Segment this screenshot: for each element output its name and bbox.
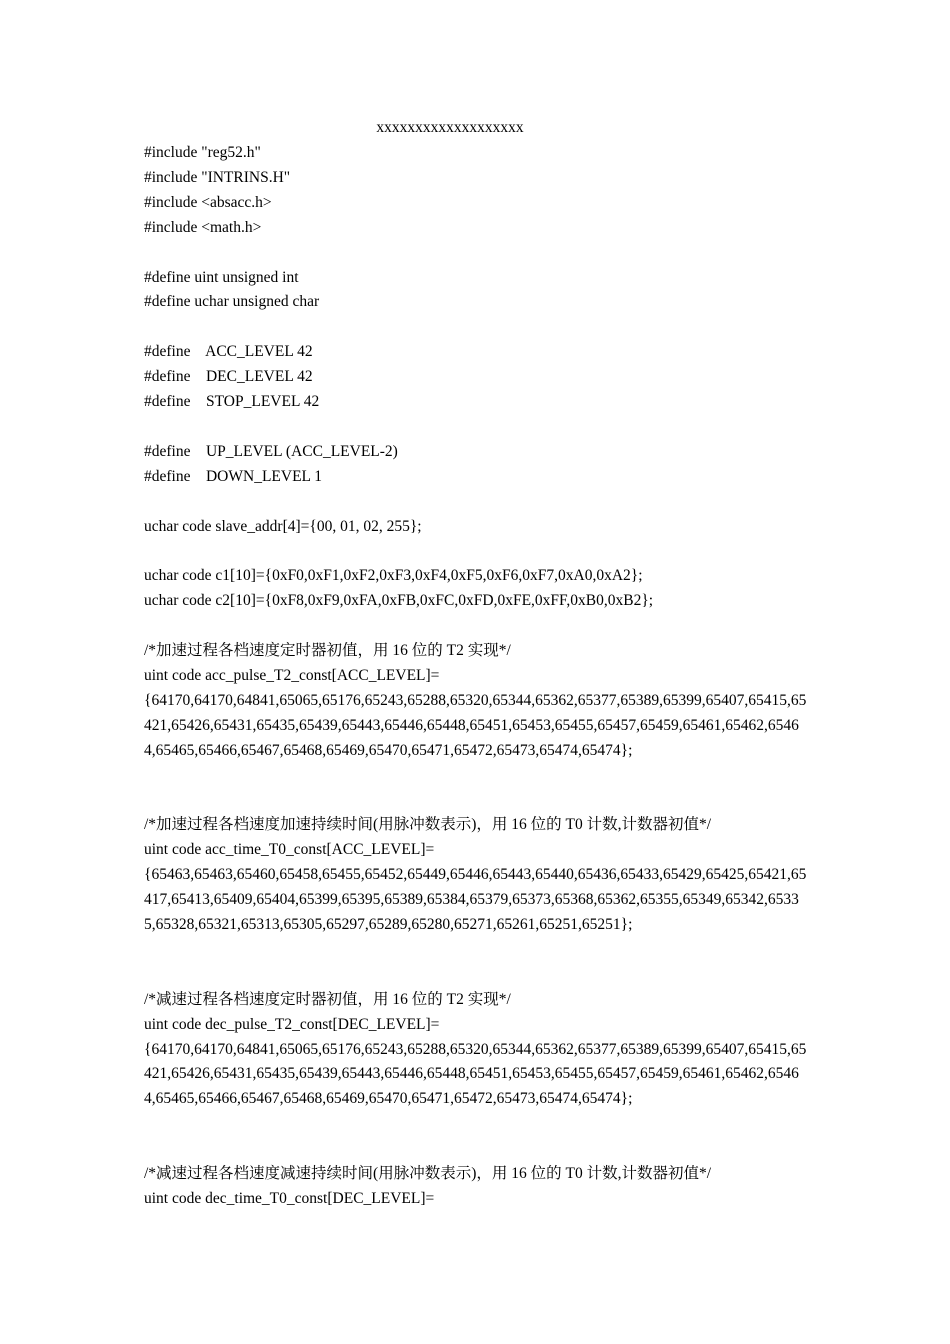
dec-pulse-declaration: uint code dec_pulse_T2_const[DEC_LEVEL]=	[144, 1015, 440, 1033]
blank-line	[144, 614, 812, 639]
acc-pulse-values: {64170,64170,64841,65065,65176,65243,65288,65320,65344,65362,65377,65389,65399,65407,65415,65421,65426,65431,65435,65439,65443,65446,65448,65451,65453,65455,65457,65459,65461,65462,65464,65465,65466,65467,65468,65469,65470,65471,65472,65473,65474,65474};	[144, 691, 807, 759]
define-line: #define DEC_LEVEL 42	[144, 368, 313, 386]
blank-line	[144, 315, 812, 340]
blank-line	[144, 415, 812, 440]
blank-line	[144, 539, 812, 564]
include-line: #include <absacc.h>	[144, 193, 272, 211]
blank-line	[144, 241, 812, 266]
blank-line	[144, 490, 812, 515]
define-line: #define ACC_LEVEL 42	[144, 343, 313, 361]
acc-pulse-declaration: uint code acc_pulse_T2_const[ACC_LEVEL]=	[144, 666, 440, 684]
dec-time-comment: /*减速过程各档速度减速持续时间(用脉冲数表示)，用 16 位的 T0 计数,计数器初值*/	[144, 1165, 712, 1183]
dec-pulse-values: {64170,64170,64841,65065,65176,65243,65288,65320,65344,65362,65377,65389,65399,65407,65415,65421,65426,65431,65435,65439,65443,65446,65448,65451,65453,65455,65457,65459,65461,65462,65464,65465,65466,65467,65468,65469,65470,65471,65472,65473,65474,65474};	[144, 1040, 807, 1108]
dec-pulse-comment: /*减速过程各档速度定时器初值，用 16 位的 T2 实现*/	[144, 990, 511, 1008]
define-line: #define uint unsigned int	[144, 268, 299, 286]
include-line: #include "reg52.h"	[144, 144, 261, 161]
blank-line	[144, 938, 812, 988]
define-line: #define uchar unsigned char	[144, 293, 320, 311]
acc-time-declaration: uint code acc_time_T0_const[ACC_LEVEL]=	[144, 841, 435, 859]
slave-addr-line: uchar code slave_addr[4]={00, 01, 02, 255};	[144, 517, 422, 535]
blank-line	[144, 1112, 812, 1162]
define-line: #define STOP_LEVEL 42	[144, 393, 320, 411]
c1-array-line: uchar code c1[10]={0xF0,0xF1,0xF2,0xF3,0xF4,0xF5,0xF6,0xF7,0xA0,0xA2};	[144, 567, 643, 585]
blank-line	[144, 764, 812, 814]
acc-pulse-comment: /*加速过程各档速度定时器初值，用 16 位的 T2 实现*/	[144, 642, 511, 660]
define-line: #define UP_LEVEL (ACC_LEVEL-2)	[144, 442, 398, 460]
include-line: #include "INTRINS.H"	[144, 168, 291, 186]
dec-time-declaration: uint code dec_time_T0_const[DEC_LEVEL]=	[144, 1189, 435, 1207]
code-listing	[144, 141, 812, 1212]
define-line: #define DOWN_LEVEL 1	[144, 467, 323, 485]
acc-time-comment: /*加速过程各档速度加速持续时间(用脉冲数表示)，用 16 位的 T0 计数,计数器初值*/	[144, 816, 712, 834]
include-line: #include <math.h>	[144, 218, 262, 236]
acc-time-values: {65463,65463,65460,65458,65455,65452,65449,65446,65443,65440,65436,65433,65429,65425,65421,65417,65413,65409,65404,65399,65395,65389,65384,65379,65373,65368,65362,65355,65349,65342,65335,65328,65321,65313,65305,65297,65289,65280,65271,65261,65251,65251};	[144, 866, 807, 933]
c2-array-line: uchar code c2[10]={0xF8,0xF9,0xFA,0xFB,0xFC,0xFD,0xFE,0xFF,0xB0,0xB2};	[144, 592, 654, 610]
document-title: xxxxxxxxxxxxxxxxxxx	[376, 119, 524, 136]
